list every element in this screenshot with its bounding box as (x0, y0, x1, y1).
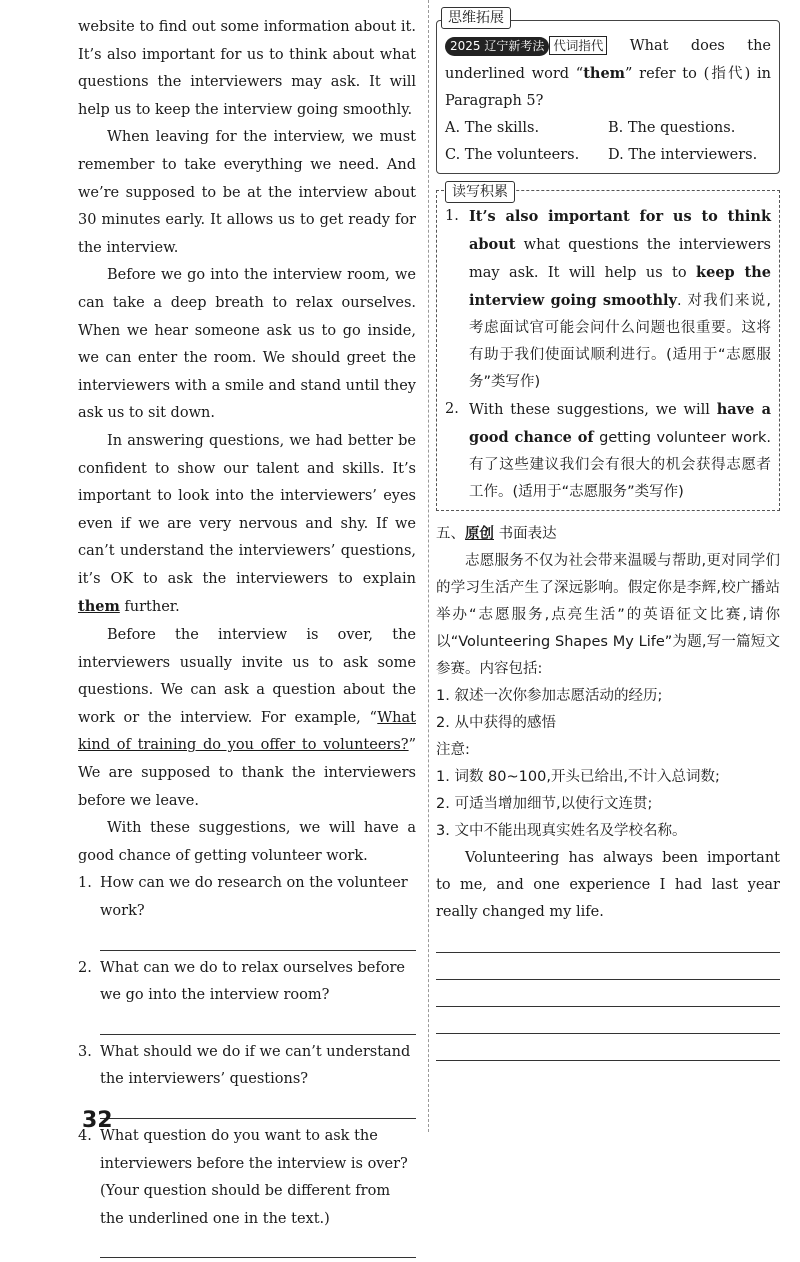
option-b[interactable]: B. The questions. (608, 120, 736, 136)
question-1 (78, 870, 416, 925)
paragraph-5 (78, 622, 416, 815)
writing-line[interactable] (436, 953, 780, 980)
note-label: 注意: (436, 742, 470, 758)
writing-line[interactable] (436, 926, 780, 953)
section-title (436, 521, 780, 548)
column-divider (428, 0, 429, 1132)
paragraph-1: website to find out some information about it. It’s also important for us to think about what questions the interviewers may ask. It will help us to keep the interview going smoothly. (78, 19, 416, 118)
paragraph-5-text: Before the interview is over, the interviewers usually invite us to ask some questions. We can ask a question about the work or the interview. For example, “ (78, 627, 416, 726)
option-d[interactable]: D. The interviewers. (608, 147, 758, 163)
underlined-question: What kind of training do you offer to volunteers? (78, 709, 416, 754)
paragraph-4-text: In answering questions, we had better be confident to show our talent and skills. It’s important to look into the interviewers’ eyes even if we are very nervous and shy. If we can’t understand the interviewers’ questions, it’s OK to ask the interviewers to explain (78, 432, 416, 587)
question-number: 2. (78, 959, 92, 976)
question-text: How can we do research on the volunteer work? (100, 875, 408, 919)
item-text (469, 396, 771, 506)
question-number: 3. (78, 1043, 92, 1060)
accumulation-item-2 (445, 396, 771, 506)
options (445, 115, 771, 169)
writing-line[interactable] (436, 1007, 780, 1034)
item-bold: keep the interview going smoothly (469, 264, 772, 309)
original-label: 原创 (465, 526, 494, 542)
content-point-2: 2. 从中获得的感悟 (436, 715, 556, 731)
content-point-1: 1. 叙述一次你参加志愿活动的经历; (436, 688, 663, 704)
writing-line[interactable] (436, 980, 780, 1007)
paragraph-4 (78, 428, 416, 622)
question-word: them (583, 65, 626, 82)
question-2 (78, 955, 416, 1010)
question-text-end: ” refer to (指代) in Paragraph 5? (445, 66, 772, 109)
question-text: What should we do if we can’t understand the interviewers’ questions? (100, 1043, 411, 1088)
question-3 (78, 1039, 416, 1094)
thinking-extension-box (436, 10, 780, 174)
item-number: 2. (445, 401, 459, 417)
item-text (469, 203, 771, 396)
section-number: 五、 (436, 526, 465, 542)
thinking-question (445, 33, 771, 115)
exam-pill: 2025 辽宁新考法 (445, 37, 549, 56)
writing-prompt: 志愿服务不仅为社会带来温暖与帮助,更对同学们的学习生活产生了深远影响。假定你是李辉,校广播站举办“志愿服务,点亮生活”的英语征文比赛,请你以“Volunteering Shapes My Life”为题,写一篇短文参赛。内容包括: (436, 553, 780, 677)
accumulation-tag: 读写积累 (445, 181, 515, 203)
question-4 (78, 1123, 416, 1233)
item-plain: . 对我们来说,考虑面试官可能会问什么问题也很重要。这将有助于我们使面试顺利进行。(适用于“志愿服务”类写作) (469, 293, 772, 390)
item-plain: getting volunteer work. 有了这些建议我们会有很大的机会获得志愿者工作。(适用于“志愿服务”类写作) (469, 430, 771, 500)
paragraph-4-end: further. (119, 599, 180, 616)
pronoun-pill: 代词指代 (549, 36, 607, 55)
section-name: 书面表达 (494, 526, 557, 542)
question-text: What can we do to relax ourselves before we go into the interview room? (100, 959, 405, 1004)
underlined-them: them (78, 598, 120, 616)
paragraph-6: With these suggestions, we will have a good chance of getting volunteer work. (78, 820, 416, 864)
right-column (436, 10, 780, 1061)
question-number: 1. (78, 875, 92, 892)
paragraph-5-end: ” We are supposed to thank the interviewers before we leave. (78, 737, 416, 809)
item-plain: With these suggestions, we will (469, 402, 717, 418)
note-1: 1. 词数 80~100,开头已给出,不计入总词数; (436, 769, 720, 785)
option-a[interactable]: A. The skills. (445, 120, 540, 136)
reading-passage (78, 14, 416, 1262)
option-c[interactable]: C. The volunteers. (445, 147, 580, 163)
note-3: 3. 文中不能出现真实姓名及学校名称。 (436, 823, 687, 839)
item-plain: what questions the interviewers may ask. It will help us to (469, 237, 771, 281)
item-bold: It’s also important for us to think about (469, 208, 771, 253)
note-2: 2. 可适当增加细节,以使行文连贯; (436, 796, 653, 812)
thinking-tag: 思维拓展 (441, 7, 511, 29)
question-text: What does the underlined word “ (445, 38, 771, 82)
question-number: 4. (78, 1127, 92, 1144)
accumulation-box (436, 184, 780, 511)
page-number: 32 (82, 1108, 113, 1133)
answer-line-1[interactable] (100, 926, 416, 951)
accumulation-item-1 (445, 203, 771, 396)
opening-sentence: Volunteering has always been important to me, and one experience I had last year really changed my life. (436, 850, 780, 920)
item-bold: have a good chance of (469, 401, 771, 446)
answer-line-3[interactable] (100, 1094, 416, 1119)
item-number: 1. (445, 208, 459, 224)
answer-line-4[interactable] (100, 1233, 416, 1258)
paragraph-2: When leaving for the interview, we must remember to take everything we need. And we’re supposed to be at the interview about 30 minutes early. It allows us to get ready for the interview. (78, 129, 416, 256)
question-text: What question do you want to ask the interviewers before the interview is over? (Your question should be different from the underlined one in the text.) (100, 1127, 408, 1227)
answer-line-2[interactable] (100, 1010, 416, 1035)
writing-line[interactable] (436, 1034, 780, 1061)
writing-section (436, 521, 780, 1061)
paragraph-3: Before we go into the interview room, we can take a deep breath to relax ourselves. When we hear someone ask us to go inside, we can enter the room. We should greet the interviewers with a smile and stand until they ask us to sit down. (78, 267, 416, 422)
